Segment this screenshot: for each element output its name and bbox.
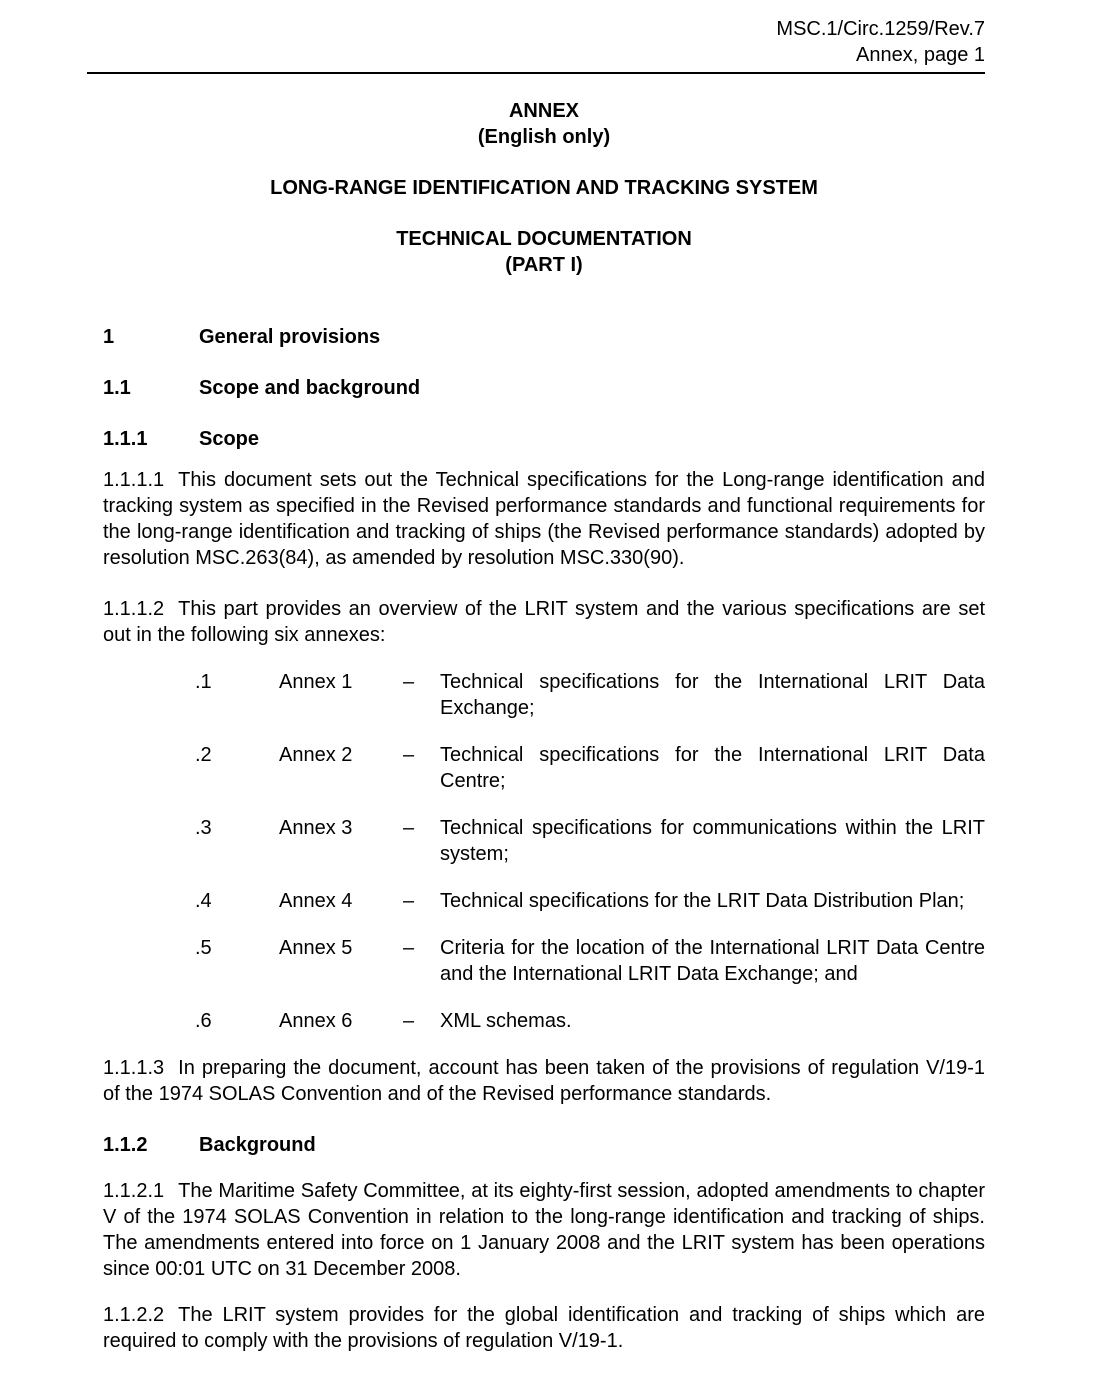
annex-label: Annex 3	[279, 817, 353, 839]
list-marker: .2	[195, 744, 212, 766]
annex-label: Annex 4	[279, 890, 353, 912]
annex-label: Annex 5	[279, 937, 353, 959]
document-reference: MSC.1/Circ.1259/Rev.7	[776, 18, 985, 40]
annex-description: XML schemas.	[440, 1010, 572, 1032]
section-heading-1-1	[103, 375, 985, 401]
paragraph-number: 1.1.2.2	[103, 1304, 165, 1326]
annex-list-item-2	[103, 742, 985, 794]
paragraph-1-1-2-2	[103, 1302, 985, 1354]
annex-list-item-3	[103, 815, 985, 867]
list-marker: .6	[195, 1010, 212, 1032]
dash-separator: –	[403, 890, 415, 912]
annex-label: Annex 1	[279, 671, 353, 693]
section-number: 1.1.1	[103, 428, 148, 450]
page-number-label: Annex, page 1	[856, 44, 985, 66]
paragraph-text: In preparing the document, account has been taken of the provisions of regulation V/19-1 of the 1974 SOLAS Convention and of the Revised performance standards.	[103, 1057, 985, 1105]
paragraph-text: This document sets out the Technical specifications for the Long-range identification and tracking system as specified in the Revised performance standards and functional requirements for the long-range identification and tracking of ships (the Revised performance standards) adopted by resolution MSC.263(84), as amended by resolution MSC.330(90).	[103, 469, 985, 569]
annex-description: Technical specifications for communications within the LRIT system;	[440, 817, 985, 865]
annex-description: Criteria for the location of the International LRIT Data Centre and the International LRIT Data Exchange; and	[440, 937, 985, 985]
document-title: TECHNICAL DOCUMENTATION	[396, 228, 692, 250]
dash-separator: –	[403, 671, 415, 693]
paragraph-text: This part provides an overview of the LRIT system and the various specifications are set out in the following six annexes:	[103, 598, 985, 646]
paragraph-1-1-1-1	[103, 467, 985, 571]
paragraph-number: 1.1.1.3	[103, 1057, 165, 1079]
system-title: LONG-RANGE IDENTIFICATION AND TRACKING SYSTEM	[270, 177, 818, 199]
list-marker: .4	[195, 890, 212, 912]
section-number: 1.1	[103, 377, 131, 399]
page-header	[87, 0, 985, 74]
annex-description: Technical specifications for the LRIT Data Distribution Plan;	[440, 890, 965, 912]
paragraph-number: 1.1.2.1	[103, 1180, 165, 1202]
annex-title: ANNEX	[508, 100, 579, 122]
section-title: General provisions	[199, 326, 381, 348]
part-label: (PART I)	[505, 254, 583, 276]
list-marker: .5	[195, 937, 212, 959]
paragraph-number: 1.1.1.2	[103, 598, 165, 620]
paragraph-1-1-1-2	[103, 596, 985, 648]
paragraph-number: 1.1.1.1	[103, 469, 165, 491]
dash-separator: –	[403, 817, 415, 839]
annex-list-item-6	[103, 1008, 985, 1034]
section-title: Background	[199, 1134, 316, 1156]
section-title: Scope	[199, 428, 260, 450]
dash-separator: –	[403, 937, 415, 959]
paragraph-text: The Maritime Safety Committee, at its eighty-first session, adopted amendments to chapter V of the 1974 SOLAS Convention in relation to the long-range identification and tracking of ships. The amendments entered into force on 1 January 2008 and the LRIT system has been operations since 00:01 UTC on 31 December 2008.	[103, 1180, 985, 1280]
section-heading-1-1-2	[103, 1132, 985, 1158]
annex-list-item-5	[103, 935, 985, 987]
annex-label: Annex 2	[279, 744, 353, 766]
section-number: 1.1.2	[103, 1134, 148, 1156]
paragraph-text: The LRIT system provides for the global identification and tracking of ships which are required to comply with the provisions of regulation V/19-1.	[103, 1304, 985, 1352]
dash-separator: –	[403, 744, 415, 766]
section-heading-1	[103, 324, 985, 350]
paragraph-1-1-1-3	[103, 1055, 985, 1107]
language-note: (English only)	[477, 126, 611, 148]
section-number: 1	[103, 326, 115, 348]
list-marker: .3	[195, 817, 212, 839]
list-marker: .1	[195, 671, 212, 693]
annex-list-item-4	[103, 888, 985, 914]
paragraph-1-1-2-1	[103, 1178, 985, 1282]
annex-description: Technical specifications for the International LRIT Data Exchange;	[440, 671, 985, 719]
section-title: Scope and background	[199, 377, 421, 399]
annex-description: Technical specifications for the International LRIT Data Centre;	[440, 744, 985, 792]
dash-separator: –	[403, 1010, 415, 1032]
annex-list-item-1	[103, 669, 985, 721]
annex-label: Annex 6	[279, 1010, 353, 1032]
section-heading-1-1-1	[103, 426, 985, 452]
